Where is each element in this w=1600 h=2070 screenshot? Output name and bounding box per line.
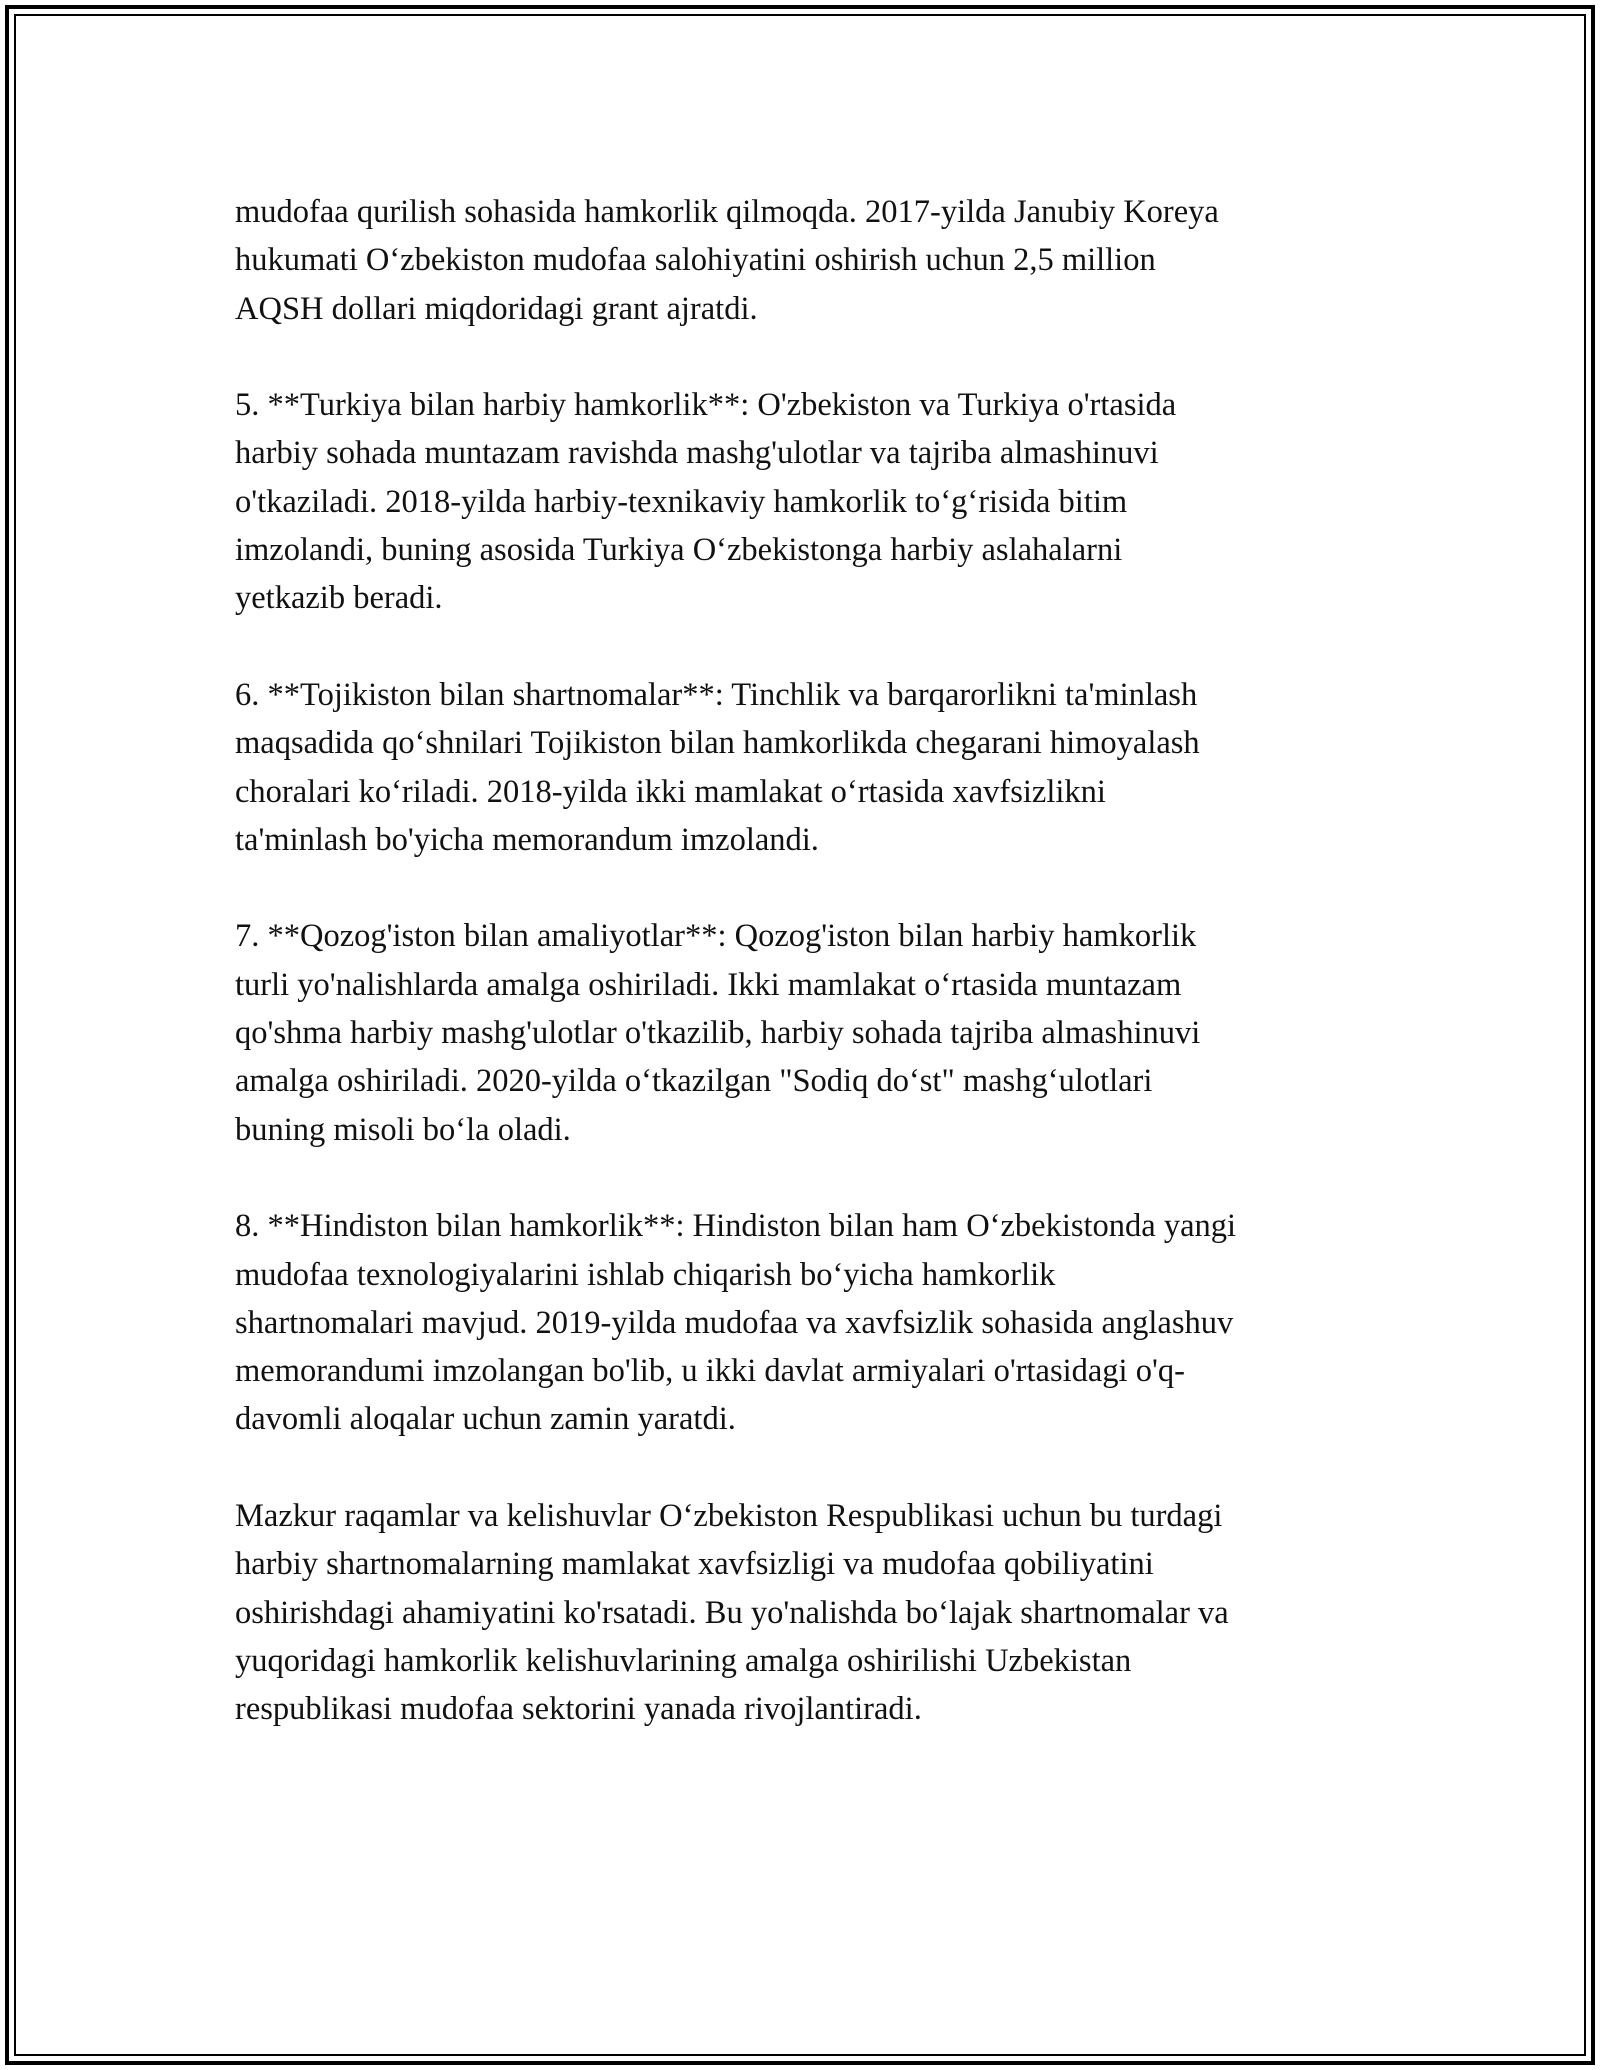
text-line: AQSH dollari miqdoridagi grant ajratdi.: [235, 290, 758, 327]
paragraph-turkey: [235, 381, 1385, 622]
paragraph-korea-continuation: [235, 188, 1385, 333]
text-line: amalga oshiriladi. 2020-yilda o‘tkazilgan "Sodiq do‘st" mashg‘ulotlari: [235, 1063, 1153, 1100]
text-line: choralari ko‘riladi. 2018-yilda ikki mamlakat o‘rtasida xavfsizlikni: [235, 773, 1106, 810]
paragraph-tajikistan: [235, 671, 1385, 864]
text-line: maqsadida qo‘shnilari Tojikiston bilan hamkorlikda chegarani himoyalash: [235, 725, 1200, 762]
text-line: harbiy shartnomalarning mamlakat xavfsizligi va mudofaa qobiliyatini: [235, 1546, 1154, 1583]
text-line: turli yo'nalishlarda amalga oshiriladi. Ikki mamlakat o‘rtasida muntazam: [235, 966, 1182, 1003]
text-line: 7. **Qozog'iston bilan amaliyotlar**: Qozog'iston bilan harbiy hamkorlik: [235, 918, 1197, 955]
text-line: yetkazib beradi.: [235, 580, 443, 617]
text-line: 5. **Turkiya bilan harbiy hamkorlik**: O'zbekiston va Turkiya o'rtasida: [235, 387, 1177, 424]
text-line: qo'shma harbiy mashg'ulotlar o'tkazilib, harbiy sohada tajriba almashinuvi: [235, 1015, 1201, 1052]
text-line: harbiy sohada muntazam ravishda mashg'ulotlar va tajriba almashinuvi: [235, 435, 1159, 472]
text-line: mudofaa qurilish sohasida hamkorlik qilmoqda. 2017-yilda Janubiy Koreya: [235, 194, 1219, 230]
text-line: ta'minlash bo'yicha memorandum imzolandi.: [235, 821, 819, 858]
text-line: 6. **Tojikiston bilan shartnomalar**: Tinchlik va barqarorlikni ta'minlash: [235, 676, 1198, 713]
text-line: memorandumi imzolangan bo'lib, u ikki davlat armiyalari o'rtasidagi o'q-: [235, 1353, 1185, 1390]
text-line: mudofaa texnologiyalarini ishlab chiqarish bo‘yicha hamkorlik: [235, 1256, 1056, 1293]
paragraph-conclusion: [235, 1492, 1385, 1733]
paragraph-kazakhstan: [235, 912, 1385, 1153]
text-line: Mazkur raqamlar va kelishuvlar O‘zbekiston Respublikasi uchun bu turdagi: [235, 1498, 1223, 1535]
text-line: o'tkaziladi. 2018-yilda harbiy-texnikaviy hamkorlik to‘g‘risida bitim: [235, 483, 1128, 520]
text-line: respublikasi mudofaa sektorini yanada rivojlantiradi.: [235, 1691, 922, 1728]
text-line: davomli aloqalar uchun zamin yaratdi.: [235, 1401, 736, 1438]
text-line: shartnomalari mavjud. 2019-yilda mudofaa va xavfsizlik sohasida anglashuv: [235, 1304, 1234, 1341]
text-line: buning misoli bo‘la oladi.: [235, 1111, 571, 1148]
text-line: imzolandi, buning asosida Turkiya O‘zbekistonga harbiy aslahalarni: [235, 532, 1123, 569]
text-line: oshirishdagi ahamiyatini ko'rsatadi. Bu yo'nalishda bo‘lajak shartnomalar va: [235, 1594, 1229, 1631]
text-line: yuqoridagi hamkorlik kelishuvlarining amalga oshirilishi Uzbekistan: [235, 1642, 1132, 1679]
paragraph-india: [235, 1202, 1385, 1443]
document-body: [235, 188, 1385, 1734]
text-line: hukumati O‘zbekiston mudofaa salohiyatini oshirish uchun 2,5 million: [235, 242, 1156, 279]
text-line: 8. **Hindiston bilan hamkorlik**: Hindiston bilan ham O‘zbekistonda yangi: [235, 1208, 1237, 1245]
